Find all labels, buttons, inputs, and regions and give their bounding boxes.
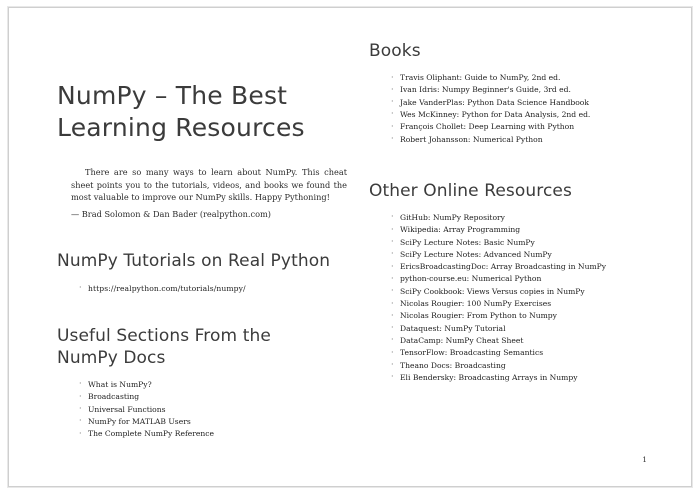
book-link[interactable]: Jake VanderPlas: Python Data Science Handbook: [400, 97, 589, 107]
page-sheet: [8, 7, 692, 487]
list-item[interactable]: [391, 237, 659, 249]
list-item[interactable]: [391, 224, 659, 236]
list-item[interactable]: [391, 372, 659, 384]
list-item[interactable]: [391, 273, 659, 285]
list-item[interactable]: [391, 310, 659, 322]
resource-link[interactable]: DataCamp: NumPy Cheat Sheet: [400, 335, 524, 345]
useful-sections-list: [57, 379, 357, 440]
list-item[interactable]: [79, 283, 357, 295]
resource-link[interactable]: Nicolas Rougier: 100 NumPy Exercises: [400, 299, 552, 309]
page-title-line2: Learning Resources: [57, 113, 305, 142]
right-column: [369, 40, 659, 384]
books-heading: Books: [369, 41, 421, 61]
book-link[interactable]: Wes McKinney: Python for Data Analysis, 2nd ed.: [400, 109, 591, 119]
section-books: [369, 40, 659, 146]
list-item[interactable]: [391, 335, 659, 347]
list-item[interactable]: [79, 379, 357, 391]
useful-section-link[interactable]: What is NumPy?: [88, 379, 152, 389]
page-title: [57, 80, 357, 144]
resource-link[interactable]: Eli Bendersky: Broadcasting Arrays in Numpy: [400, 372, 578, 382]
list-item[interactable]: [391, 261, 659, 273]
section-tutorials: [57, 250, 357, 294]
resource-link[interactable]: Dataquest: NumPy Tutorial: [400, 323, 506, 333]
resource-link[interactable]: Wikipedia: Array Programming: [400, 225, 521, 235]
book-link[interactable]: Ivan Idris: Numpy Beginner's Guide, 3rd ed.: [400, 85, 571, 95]
resource-link[interactable]: Nicolas Rougier: From Python to Numpy: [400, 311, 557, 321]
other-resources-heading: Other Online Resources: [369, 180, 572, 201]
useful-sections-heading-line2: NumPy Docs: [57, 347, 166, 368]
intro-text: There are so many ways to learn about NumPy. This cheat sheet points you to the tutorials, videos, and books we found the most valuable to improve our NumPy skills. Happy Pythoning!: [71, 167, 347, 203]
list-item[interactable]: [391, 121, 659, 133]
resource-link[interactable]: EricsBroadcastingDoc: Array Broadcasting in NumPy: [400, 262, 607, 272]
resource-link[interactable]: TensorFlow: Broadcasting Semantics: [400, 348, 544, 358]
list-item[interactable]: [391, 212, 659, 224]
section-other-online-resources: [369, 180, 659, 384]
useful-section-link[interactable]: NumPy for MATLAB Users: [88, 416, 191, 426]
resource-link[interactable]: SciPy Lecture Notes: Basic NumPy: [400, 237, 535, 247]
book-link[interactable]: Robert Johansson: Numerical Python: [400, 134, 543, 144]
page-title-line1: NumPy – The Best: [57, 81, 288, 110]
list-item[interactable]: [391, 347, 659, 359]
list-item[interactable]: [391, 84, 659, 96]
list-item[interactable]: [79, 391, 357, 403]
useful-section-link[interactable]: Broadcasting: [88, 392, 140, 402]
book-link[interactable]: Travis Oliphant: Guide to NumPy, 2nd ed.: [400, 73, 561, 83]
useful-section-link[interactable]: The Complete NumPy Reference: [88, 429, 215, 439]
resource-link[interactable]: GitHub: NumPy Repository: [400, 212, 505, 222]
list-item[interactable]: [391, 97, 659, 109]
other-resources-list: [369, 212, 659, 384]
list-item[interactable]: [391, 249, 659, 261]
list-item[interactable]: [79, 416, 357, 428]
book-link[interactable]: François Chollet: Deep Learning with Python: [400, 122, 575, 132]
books-list: [369, 72, 659, 146]
intro-paragraph: [71, 166, 347, 204]
list-item[interactable]: [391, 360, 659, 372]
list-item[interactable]: [79, 404, 357, 416]
useful-sections-heading-line1: Useful Sections From the: [57, 325, 271, 346]
tutorials-link[interactable]: https://realpython.com/tutorials/numpy/: [88, 283, 246, 293]
list-item[interactable]: [391, 298, 659, 310]
page-number: 1: [642, 455, 647, 464]
resource-link[interactable]: Theano Docs: Broadcasting: [400, 360, 506, 370]
section-useful-sections: [57, 325, 357, 441]
list-item[interactable]: [391, 109, 659, 121]
left-column: [57, 80, 357, 440]
list-item[interactable]: [79, 428, 357, 440]
list-item[interactable]: [391, 72, 659, 84]
resource-link[interactable]: python-course.eu: Numerical Python: [400, 274, 542, 284]
tutorials-heading: NumPy Tutorials on Real Python: [57, 251, 331, 272]
tutorials-list: [57, 283, 357, 295]
list-item[interactable]: [391, 286, 659, 298]
useful-sections-heading: [57, 325, 357, 369]
list-item[interactable]: [391, 134, 659, 146]
resource-link[interactable]: SciPy Cookbook: Views Versus copies in NumPy: [400, 286, 585, 296]
resource-link[interactable]: SciPy Lecture Notes: Advanced NumPy: [400, 249, 552, 259]
list-item[interactable]: [391, 323, 659, 335]
byline: — Brad Solomon & Dan Bader (realpython.com): [71, 209, 271, 220]
useful-section-link[interactable]: Universal Functions: [88, 404, 166, 414]
